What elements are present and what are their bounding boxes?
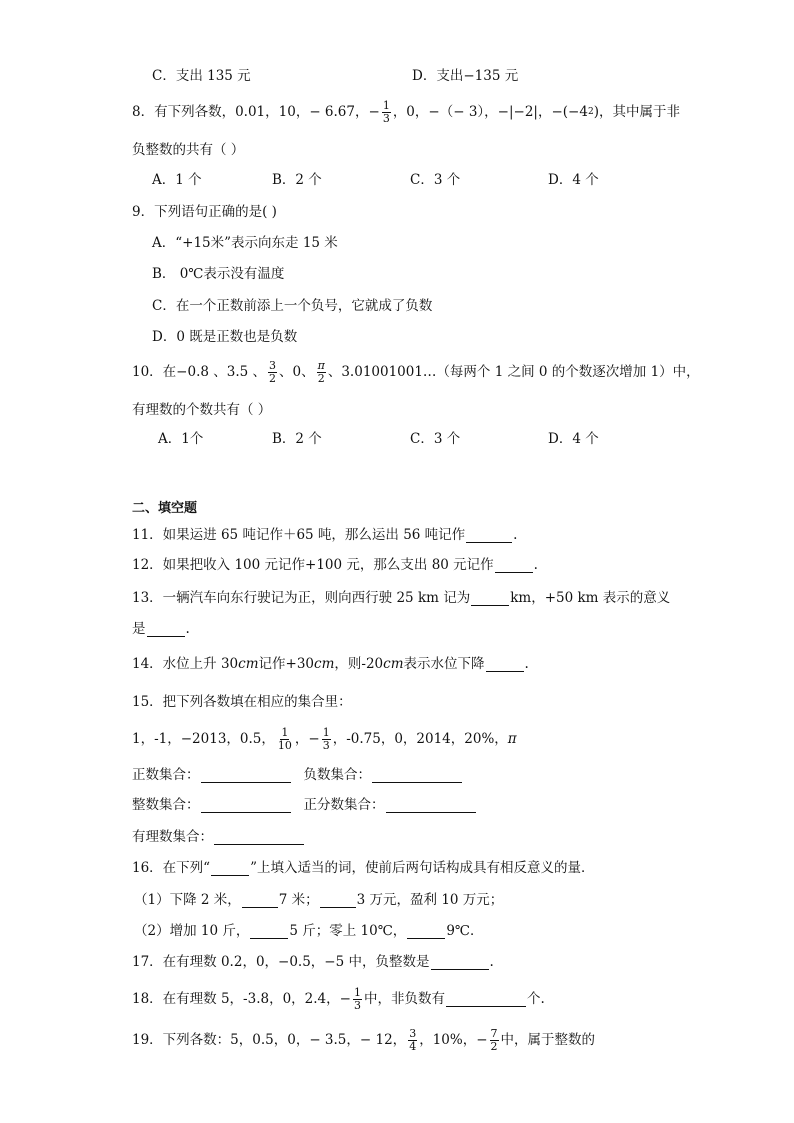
q8-option-b: B．2 个: [272, 172, 322, 188]
q15-set-row3: 有理数集合：: [132, 825, 305, 849]
q14: 14．水位上升 30 cm 记作+30 cm ，则-20 cm 表示水位下降 .: [132, 656, 529, 672]
q15-stem: 15．把下列各数填在相应的集合里：: [132, 694, 352, 710]
answer-blank[interactable]: [407, 924, 445, 939]
answer-blank[interactable]: [446, 992, 526, 1007]
q13-line2: 是 .: [132, 621, 190, 637]
answer-blank[interactable]: [320, 893, 356, 908]
answer-blank[interactable]: [431, 955, 489, 970]
q7-option-c: C．支出 135 元: [152, 68, 251, 84]
q10-stem: 10．在−0.8 、3.5 、 $\frac{3}{2}$ 、0、 $\frac{\pi}{2}$ 、3.01001001…（每两个 1 之间 0 的个数逐次增加 1）中，: [132, 358, 700, 385]
negative-set-blank[interactable]: [372, 768, 462, 783]
integer-set-blank[interactable]: [201, 798, 291, 813]
section-title: 二、填空题: [132, 501, 198, 516]
q10-option-c: C．3 个: [410, 431, 461, 447]
q17: 17．在有理数 0.2，0，−0.5，−5 中，负整数是 .: [132, 954, 494, 970]
q8-option-d: D．4 个: [548, 172, 599, 188]
q15-numbers: 1，-1，−2013，0.5， $\frac{1}{10}$ ，− $\frac{1}{3}$ ，-0.75，0，2014，20%， π: [132, 725, 517, 752]
fraction: $\frac{1}{3}$: [322, 725, 330, 752]
q15-set-row1: 正数集合： 负数集合：: [132, 763, 463, 787]
fraction: $\frac{3}{4}$: [409, 1026, 417, 1053]
fraction: $\frac{\pi}{2}$: [317, 358, 325, 385]
q16-part2: （2）增加 10 斤， 5 斤；零上 10℃， 9℃．: [134, 923, 484, 939]
q10-stem-line2: 有理数的个数共有（ ）: [132, 402, 272, 418]
fraction: $\frac{3}{2}$: [269, 358, 277, 385]
example-blank: [211, 861, 249, 876]
q18: 18．在有理数 5，-3.8，0，2.4，− $\frac{1}{3}$ 中，非负数有 个.: [132, 985, 545, 1012]
rational-set-blank[interactable]: [214, 830, 304, 845]
q9-option-d: D．0 既是正数也是负数: [152, 329, 298, 345]
q11: 11．如果运进 65 吨记作＋65 吨，那么运出 56 吨记作 .: [132, 527, 518, 543]
q12: 12．如果把收入 100 元记作+100 元，那么支出 80 元记作 .: [132, 557, 538, 573]
fraction: $\frac{7}{2}$: [490, 1026, 498, 1053]
q8-option-c: C．3 个: [410, 172, 461, 188]
q13: 13．一辆汽车向东行驶记为正，则向西行驶 25 km 记为 km，+50 km 表示的意义: [132, 590, 671, 606]
q16-stem: 16．在下列“ ”上填入适当的词，使前后两句话构成具有相反意义的量．: [132, 860, 595, 876]
fraction: $\frac{1}{3}$: [382, 98, 390, 125]
q10-option-b: B．2 个: [272, 431, 322, 447]
q9-option-c: C．在一个正数前添上一个负号，它就成了负数: [152, 298, 433, 314]
q9-stem: 9．下列语句正确的是( ): [132, 204, 277, 220]
q8-stem-line2: 负整数的共有（ ）: [132, 142, 245, 158]
q8-option-a: A．1 个: [152, 172, 202, 188]
answer-blank[interactable]: [495, 558, 533, 573]
fraction: $\frac{1}{3}$: [353, 985, 361, 1012]
q10-option-d: D．4 个: [548, 431, 599, 447]
fraction: $\frac{1}{10}$: [277, 725, 292, 752]
q7-option-d: D．支出−135 元: [412, 68, 519, 84]
q16-part1: （1）下降 2 米， 7 米； 3 万元，盈利 10 万元；: [134, 892, 504, 908]
q10-option-a: A．1个: [158, 431, 204, 447]
q19: 19．下列各数：5，0.5，0，− 3.5，− 12， $\frac{3}{4}$ ，10%，− $\frac{7}{2}$ 中，属于整数的: [132, 1026, 596, 1053]
answer-blank[interactable]: [242, 893, 278, 908]
q15-set-row2: 整数集合： 正分数集合：: [132, 793, 477, 817]
q9-option-b: B． 0℃表示没有温度: [152, 266, 285, 282]
positive-set-blank[interactable]: [201, 768, 291, 783]
positive-fraction-set-blank[interactable]: [386, 798, 476, 813]
answer-blank[interactable]: [466, 528, 512, 543]
q8-stem: 8．有下列各数，0.01，10，− 6.67，− $\frac{1}{3}$ ，0，−（− 3），− |−2| ，− (−4 2 ) ，其中属于非: [132, 98, 680, 125]
answer-blank[interactable]: [486, 657, 524, 672]
answer-blank[interactable]: [471, 591, 509, 606]
q9-option-a: A．“+15米”表示向东走 15 米: [152, 235, 338, 251]
answer-blank[interactable]: [147, 622, 185, 637]
answer-blank[interactable]: [250, 924, 288, 939]
